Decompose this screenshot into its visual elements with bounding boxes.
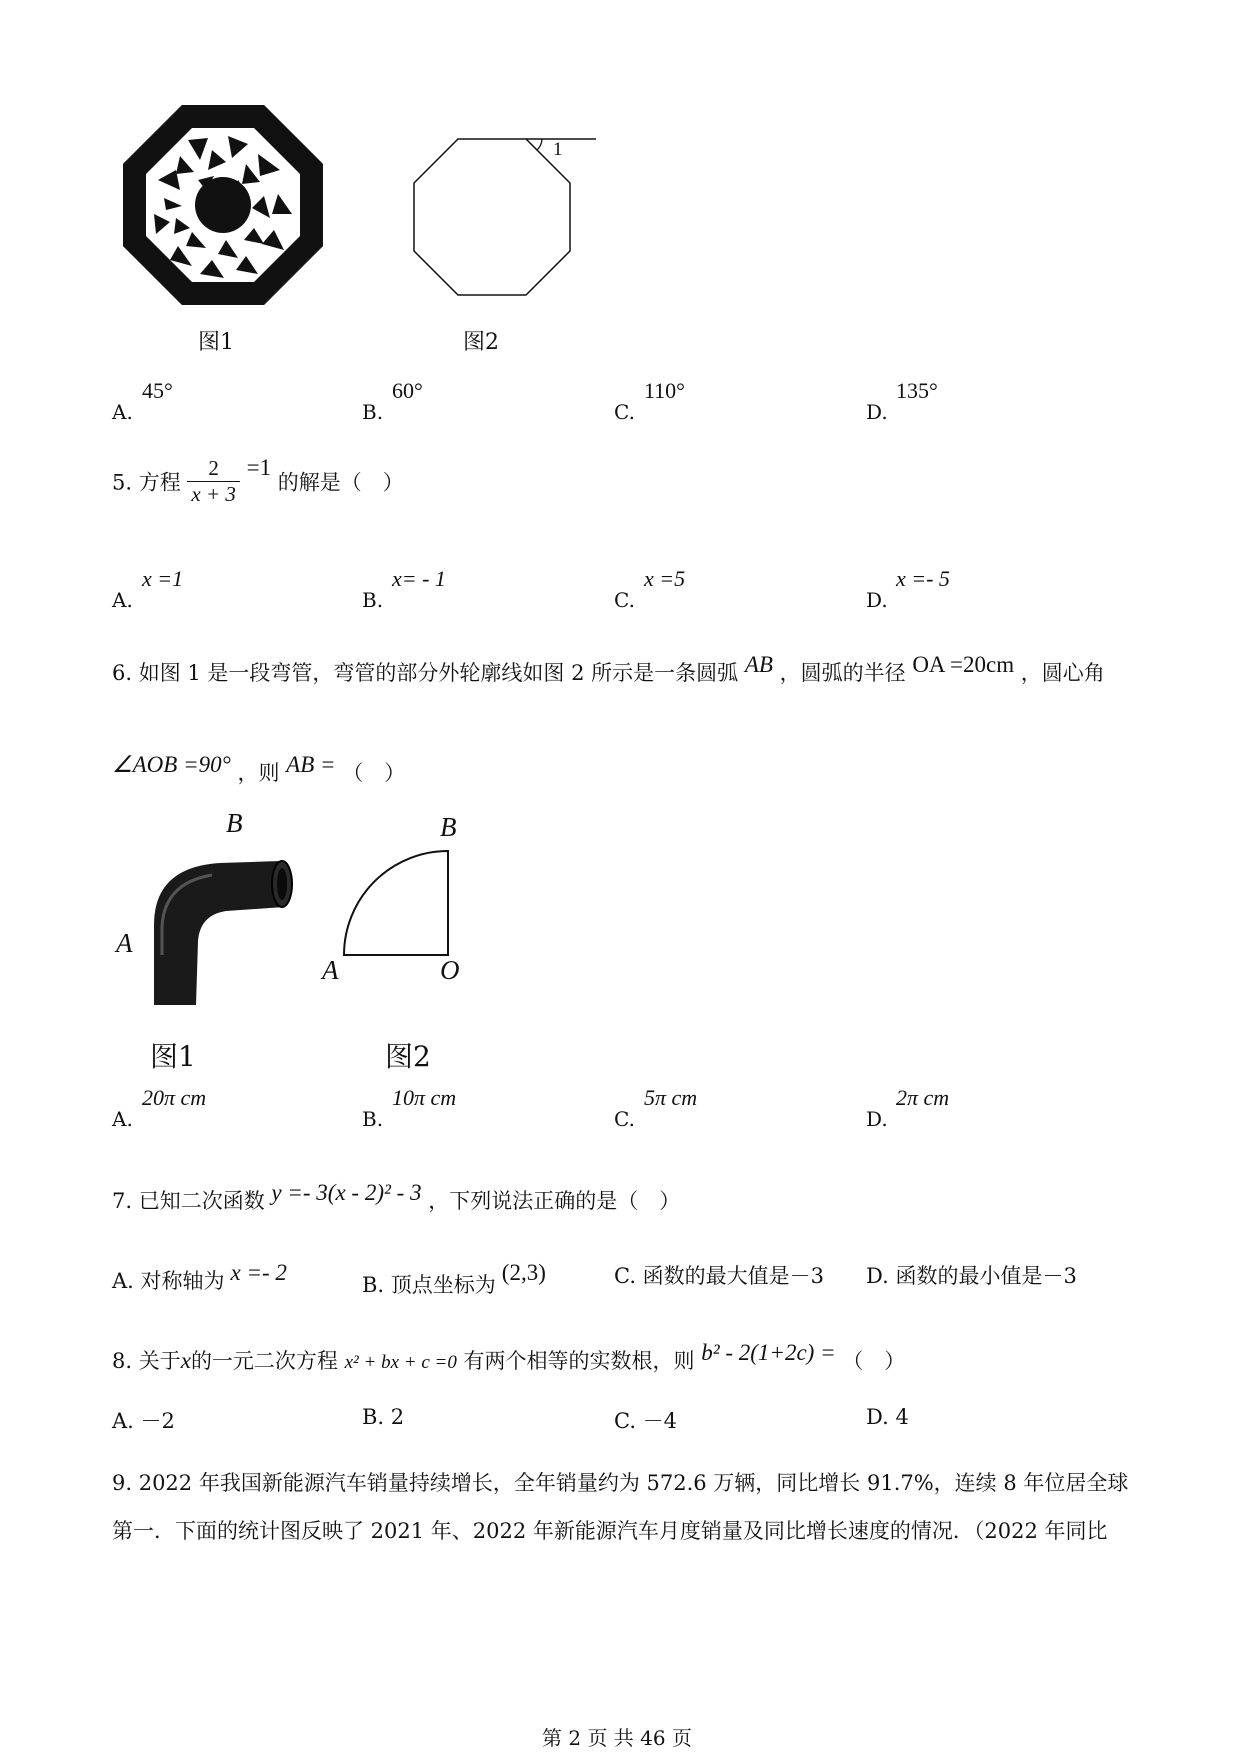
arc-label-a: A [322, 955, 339, 985]
q8-stem: 8. 关于x的一元二次方程 x² + bx + c =0 有两个相等的实数根，则 b² - 2(1+2c) = （ ） [112, 1340, 906, 1373]
arc-ab: AB [744, 652, 773, 677]
q5-prefix: 5. 方程 [112, 470, 181, 495]
q8-option-b[interactable]: B. 2 [362, 1405, 405, 1429]
arc-label-o: O [440, 955, 460, 985]
q4-fig1-caption: 图1 [198, 330, 234, 355]
q7-option-a[interactable]: A. 对称轴为 x =- 2 [112, 1260, 287, 1293]
q5-fraction: $\frac{2}{x + 3}$ [187, 456, 240, 507]
pipe-label-a: A [116, 928, 133, 958]
arc-ab-2: AB = [286, 752, 336, 777]
q7-stem: 7. 已知二次函数 y =- 3(x - 2)² - 3 ，下列说法正确的是（ ） [112, 1180, 681, 1213]
angle-1-label: 1 [553, 139, 563, 160]
octagon-outline-figure [410, 135, 610, 305]
q7-option-b[interactable]: B. 顶点坐标为 (2,3) [362, 1260, 546, 1297]
q4-fig2-caption: 图2 [463, 330, 499, 355]
q7-option-d[interactable]: D. 函数的最小值是－3 [866, 1264, 1077, 1288]
q9-line1: 9. 2022 年我国新能源汽车销量持续增长，全年销量约为 572.6 万辆，同比增长 91.7%，连续 8 年位居全球 [112, 1471, 1129, 1495]
arc-label-b: B [440, 812, 457, 842]
q7-option-c[interactable]: C. 函数的最大值是－3 [614, 1264, 825, 1288]
radius-oa: OA =20cm [912, 652, 1015, 677]
q6-stem-line1: 6. 如图 1 是一段弯管，弯管的部分外轮廓线如图 2 所示是一条圆弧 AB ，圆弧的半径 OA =20cm ，圆心角 [112, 652, 1105, 685]
elbow-pipe-figure [150, 855, 290, 1005]
q5-rhs: =1 [246, 455, 272, 480]
q8-equation: x² + bx + c =0 [344, 1352, 457, 1373]
q6-stem-line2: ∠AOB =90° ，则 AB = （ ） [112, 752, 406, 785]
q5-stem [112, 455, 404, 507]
page-footer: 第 2 页 共 46 页 [542, 1726, 692, 1750]
pipe-label-b: B [226, 808, 243, 838]
q5-suffix: 的解是（ ） [277, 470, 404, 495]
q7-formula: y =- 3(x - 2)² - 3 [271, 1180, 422, 1205]
q8-option-a[interactable]: A. －2 [112, 1409, 175, 1433]
q6-fig1-caption: 图1 [150, 1040, 196, 1073]
q8-expression: b² - 2(1+2c) = [701, 1340, 836, 1365]
q6-fig2-caption: 图2 [385, 1040, 431, 1073]
angle-aob: ∠AOB =90° [112, 752, 231, 777]
q9-line2: 第一．下面的统计图反映了 2021 年、2022 年新能源汽车月度销量及同比增长速度的情况．（2022 年同比 [112, 1519, 1108, 1543]
q8-option-d[interactable]: D. 4 [866, 1405, 909, 1429]
octagon-lattice-figure [128, 110, 318, 300]
q8-option-c[interactable]: C. －4 [614, 1409, 678, 1433]
quarter-arc-figure [338, 845, 458, 965]
